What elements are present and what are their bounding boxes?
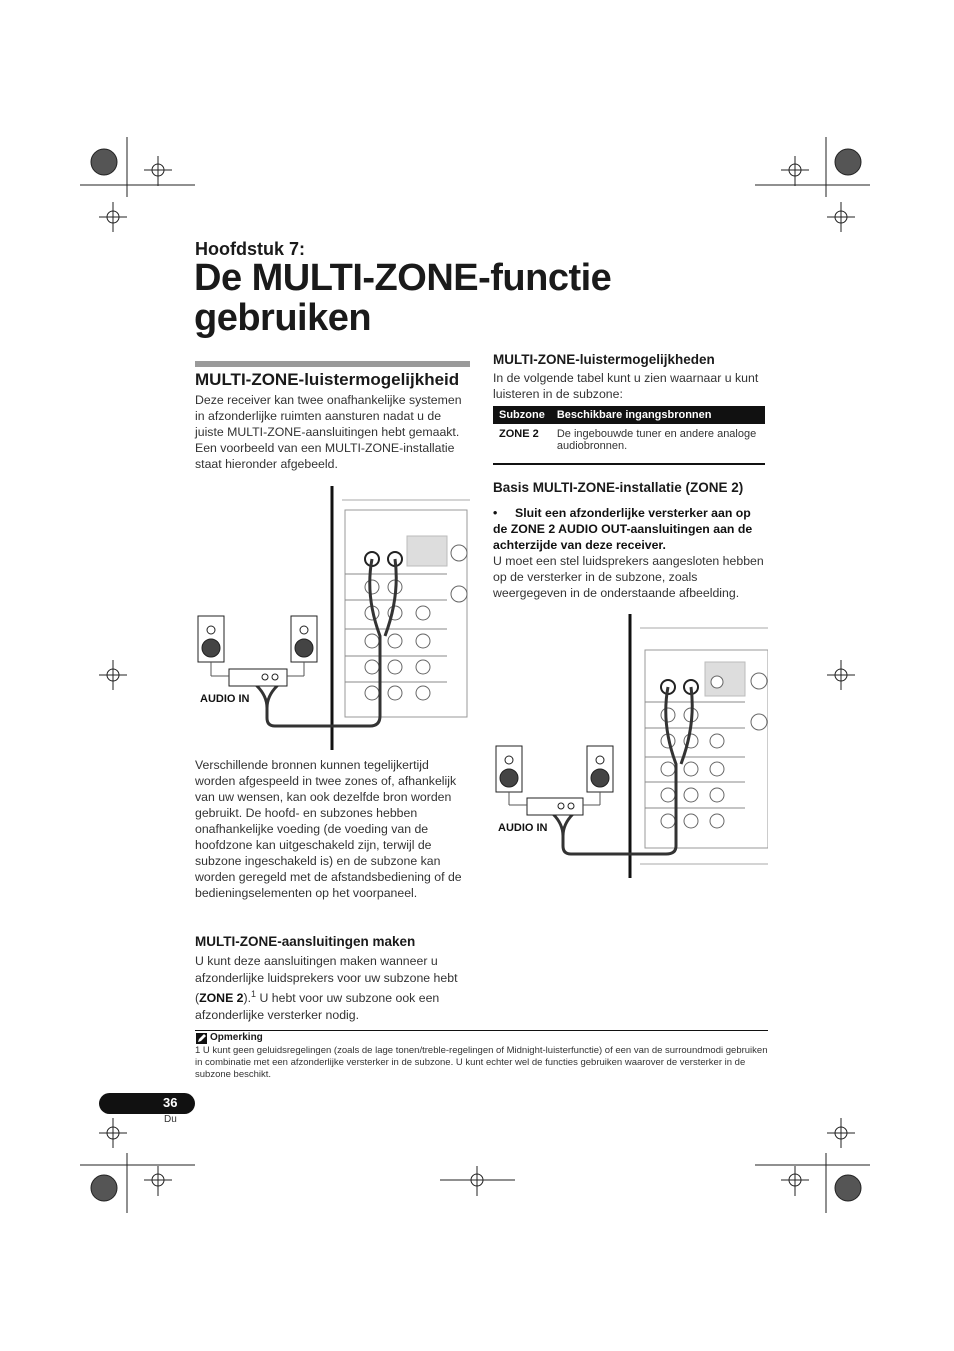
options-heading: MULTI-ZONE-luistermogelijkheden [493, 352, 715, 367]
chapter-title [194, 258, 754, 338]
footnote-ref[interactable]: 1 [251, 989, 257, 999]
table-bottom-rule [493, 463, 765, 465]
receiver-panel [332, 486, 470, 750]
audio-in-label-right: AUDIO IN [498, 822, 548, 834]
connections-text-a: U kunt deze aansluitingen maken wanneer u afzonderlijke luidsprekers voor uw subzone hebt ( [195, 954, 458, 1006]
zone2-diagram-right [493, 614, 768, 880]
speaker-right [587, 746, 613, 792]
connections-text-b: ). [243, 991, 252, 1006]
chapter-title-line1: De MULTI-ZONE-functie [194, 257, 612, 299]
amplifier [211, 662, 304, 686]
table-row [493, 424, 765, 456]
options-intro: In de volgende tabel kunt u zien waarnaar u kunt luisteren in de subzone: [493, 371, 759, 401]
chapter-label: Hoofdstuk 7: [195, 239, 305, 259]
note-divider [195, 1030, 768, 1031]
section-bar [195, 361, 470, 367]
note-title: Opmerking [210, 1032, 263, 1043]
table-header-sources: Beschikbare ingangsbronnen [551, 406, 765, 424]
table-header-row [493, 406, 765, 424]
note-icon [196, 1033, 207, 1044]
amplifier [509, 792, 600, 815]
speaker-left [496, 746, 522, 792]
bullet-instruction: Sluit een afzonderlijke versterker aan op de ZONE 2 AUDIO OUT-aansluitingen aan de achterzijde van deze receiver. [493, 506, 753, 552]
intro-paragraph: Deze receiver kan twee onafhankelijke systemen in afzonderlijke ruimten aansturen nadat u de juiste MULTI-ZONE-aansluitingen hebt gemaakt. Een voorbeeld van een MULTI-ZONE-installatie staat hieronder afgebeeld. [195, 393, 462, 471]
section-heading: MULTI-ZONE-luistermogelijkheid [195, 370, 460, 389]
table-header-subzone: Subzone [493, 406, 551, 424]
page-number: 36 [163, 1095, 178, 1110]
audio-in-label-left: AUDIO IN [200, 693, 250, 705]
connections-paragraph [195, 953, 467, 1023]
table-cell-subzone: ZONE 2 [499, 428, 539, 440]
basic-install-heading: Basis MULTI-ZONE-installatie (ZONE 2) [493, 480, 744, 495]
zone2-diagram-left [195, 486, 470, 752]
page-language: Du [164, 1114, 177, 1125]
speaker-right [291, 616, 317, 662]
bullet-marker: • [493, 506, 498, 520]
connections-text-c: U hebt voor uw subzone ook een afzonderlijke versterker nodig. [195, 991, 440, 1022]
connections-heading: MULTI-ZONE-aansluitingen maken [195, 934, 416, 949]
zone-label: ZONE 2 [199, 991, 244, 1006]
paragraph-sources: Verschillende bronnen kunnen tegelijkertijd worden afgespeeld in twee zones of, afhankelijk van uw wensen, kan ook dezelfde bron worden gebruikt. De hoofd- en subzones hebben onafhankelijke voeding (de voeding van de hoofdzone kan uitgeschakeld zijn, terwijl de subzone ingeschakeld is) en de subzone kan worden geregeld met de afstandsbediening of de bedieningselementen op het voorpaneel. [195, 758, 462, 900]
receiver-panel [630, 614, 768, 878]
table-cell-sources: De ingebouwde tuner en andere analoge audiobronnen. [556, 428, 757, 452]
speaker-left [198, 616, 224, 662]
chapter-title-line2: gebruiken [194, 297, 372, 339]
sources-table [493, 406, 765, 456]
note-text: 1 U kunt geen geluidsregelingen (zoals de lage tonen/treble-regelingen of Midnight-luisterfunctie) of een van de surroundmodi gebruiken in combinatie met een afzonderlijke versterker in de subzone. U kunt echter wel de functies gebruiken waarover de versterker in de subzone beschikt. [195, 1045, 768, 1080]
page-number-badge [99, 1093, 195, 1114]
bullet-description: U moet een stel luidsprekers aangesloten hebben op de versterker in de subzone, zoals weergegeven in de onderstaande afbeelding. [493, 554, 764, 600]
